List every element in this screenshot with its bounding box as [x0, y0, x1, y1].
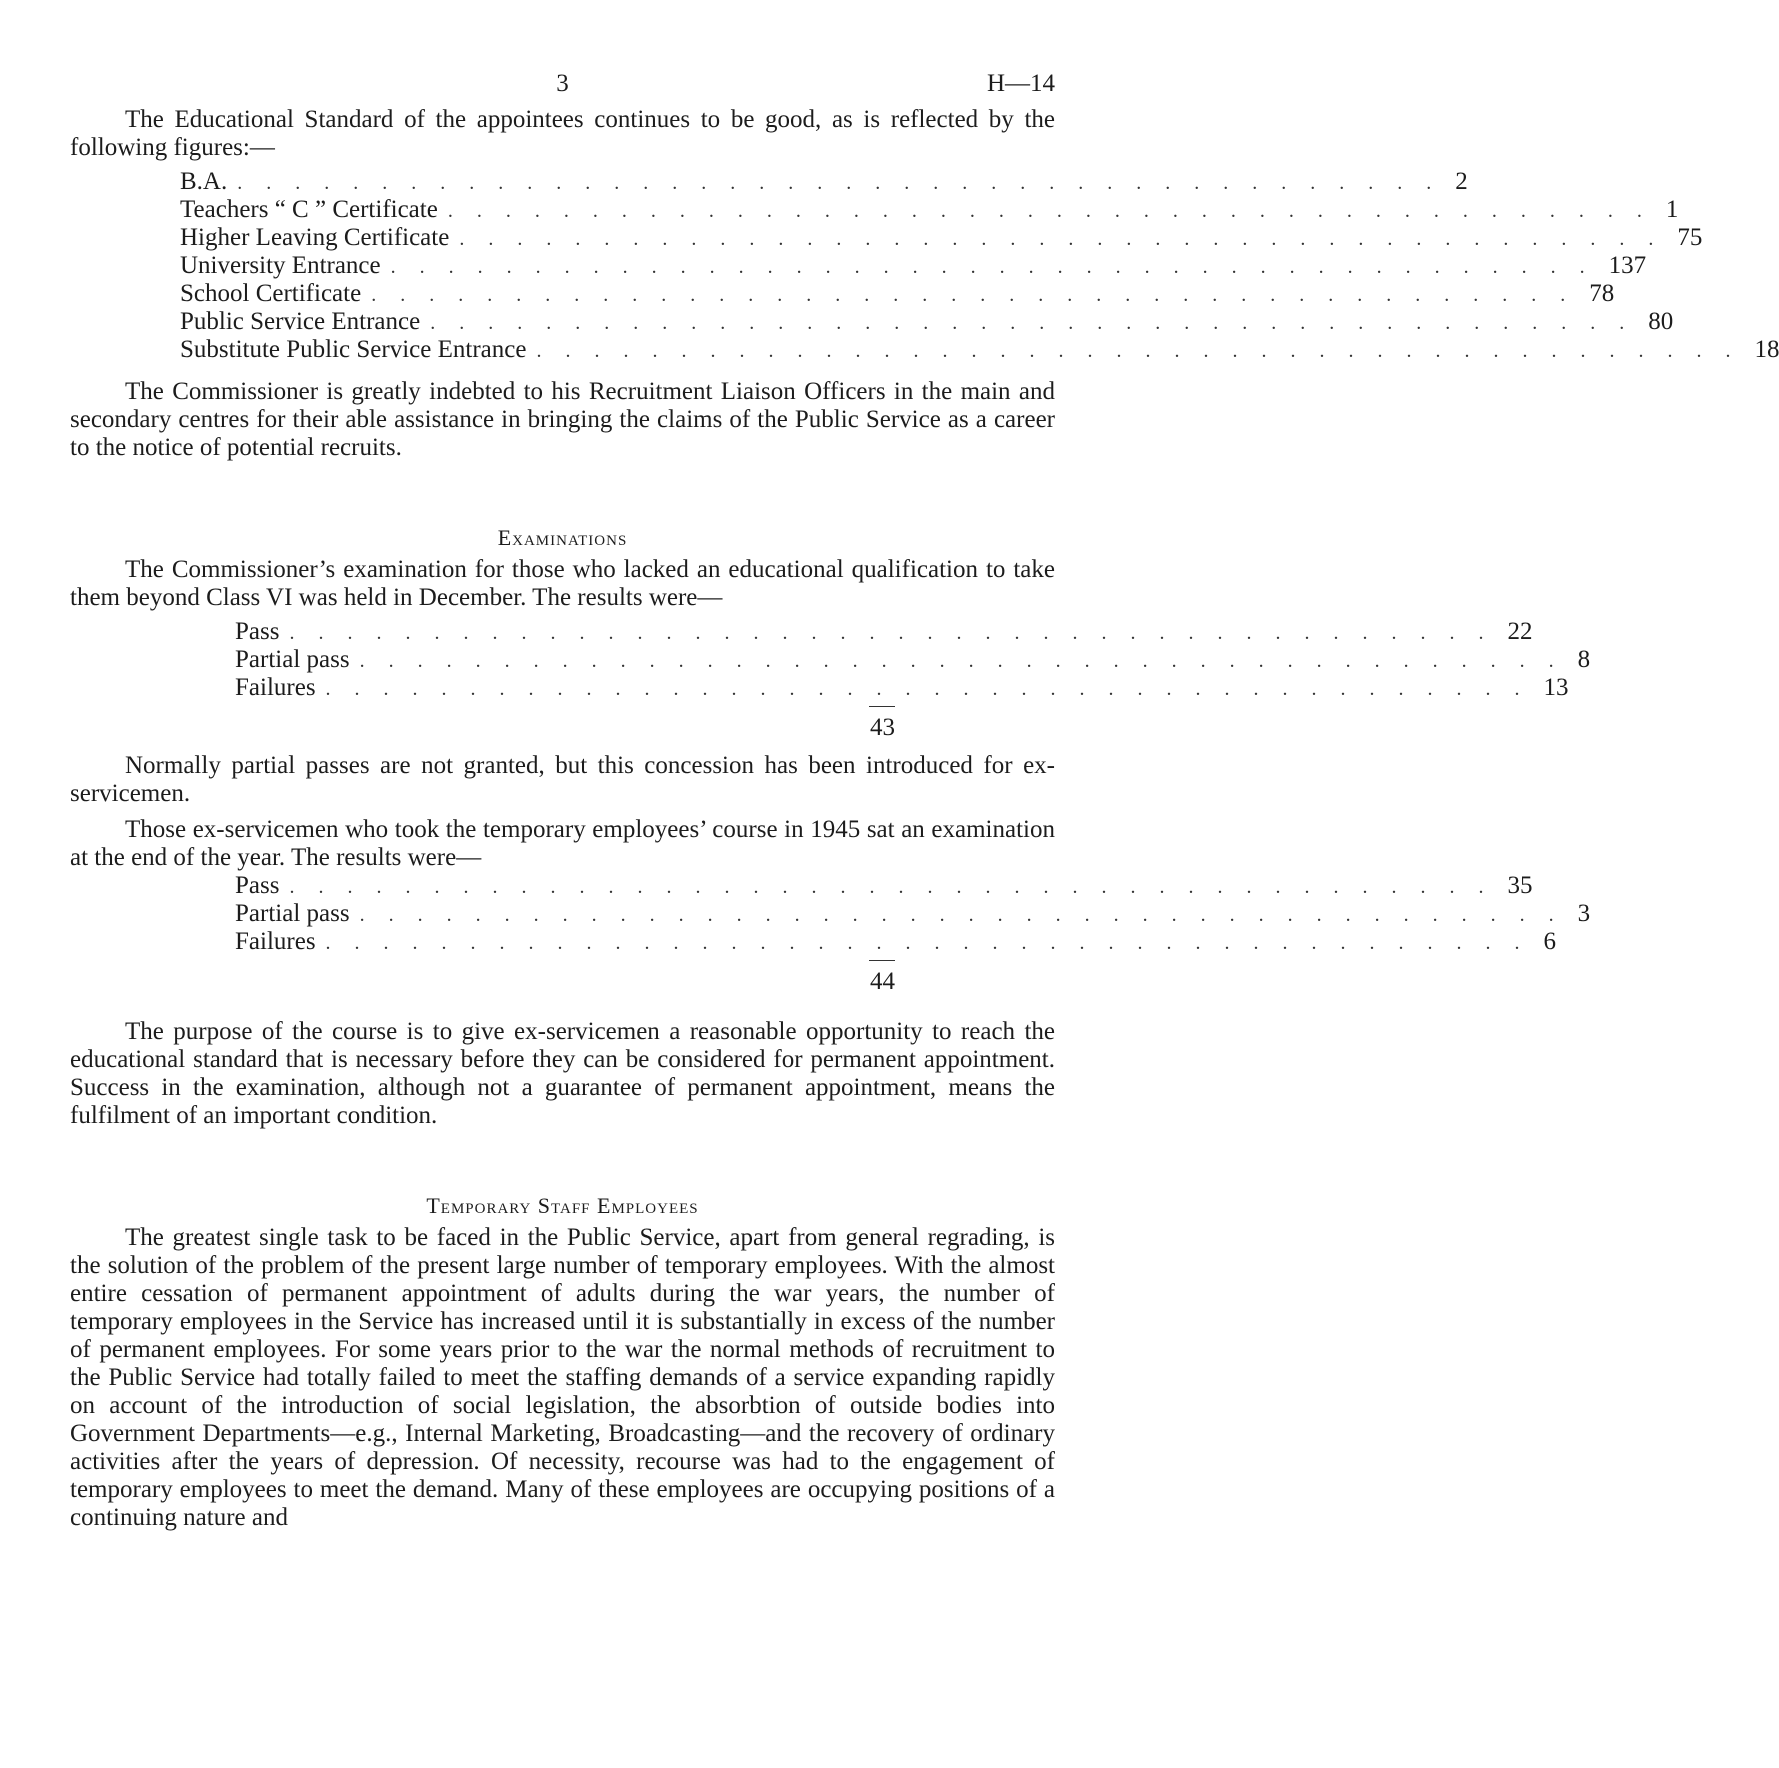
table-row [235, 674, 1569, 702]
row-value: 35 [1507, 872, 1533, 899]
row-value: 1 [1665, 196, 1679, 223]
dot-leader: .......................................... [325, 678, 1544, 700]
dot-leader: .......................................... [371, 284, 1590, 306]
dot-leader: .......................................... [359, 650, 1578, 672]
row-value: 75 [1677, 224, 1703, 251]
row-value: 6 [1543, 928, 1557, 955]
table-row [235, 618, 1533, 646]
row-label: Public Service Entrance [180, 308, 421, 335]
dot-leader: .......................................... [536, 340, 1755, 362]
table-row [235, 900, 1591, 928]
document-page [70, 70, 1779, 1532]
row-label: University Entrance [180, 252, 381, 279]
page-number: 3 [556, 70, 569, 97]
dot-leader: .......................................... [325, 932, 1544, 954]
exam-results-table [235, 618, 1591, 702]
row-value: 137 [1608, 252, 1647, 279]
table-row [180, 196, 1679, 224]
dot-leader: .......................................... [430, 312, 1649, 334]
table-row [180, 336, 1779, 364]
row-label: Higher Leaving Certificate [180, 224, 450, 251]
exam-total-block [235, 702, 895, 744]
row-value: 8 [1577, 646, 1591, 673]
temporary-staff-paragraph: The greatest single task to be faced in the Public Service, apart from general regrading, is the solution of the problem of the present large number of temporary employees. With the almost entire cessation of permanent appointment of adults during the war years, the number of temporary employees in the Service has increased until it is substantially in excess of the number of permanent employees. For some years prior to the war the normal methods of recruitment to the Public Service had totally failed to meet the staffing demands of a service expanding rapidly on account of the introduction of social legislation, the absorbtion of outside bodies into Government Departments—e.g., Internal Marketing, Broadcasting—and the recovery of ordinary activities after the years of depression. Of necessity, recourse was had to the engagement of temporary employees to meet the demand. Many of these employees are occupying positions of a continuing nature and [70, 1224, 1055, 1531]
table-row [235, 872, 1533, 900]
row-label: Pass [235, 618, 280, 645]
table-row [235, 646, 1591, 674]
row-value: 2 [1455, 168, 1468, 195]
section-title-examinations: Examinations [497, 525, 628, 550]
dot-leader: .......................................... [359, 904, 1578, 926]
dot-leader: .......................................... [237, 172, 1456, 194]
row-value: 80 [1648, 308, 1674, 335]
row-label: Failures [235, 674, 316, 701]
table-row [180, 280, 1615, 308]
intro-paragraph: The Educational Standard of the appointees continues to be good, as is reflected by the following figures:— [70, 106, 1055, 161]
row-value: 78 [1589, 280, 1615, 307]
row-value: 18 [1754, 336, 1779, 363]
table-row [180, 168, 1468, 196]
dot-leader: .......................................... [289, 876, 1508, 898]
examinations-intro: The Commissioner’s examination for those who lacked an educational qualification to take them beyond Class VI was held in December. The results were— [70, 556, 1055, 611]
course-purpose-paragraph: The purpose of the course is to give ex-servicemen a reasonable opportunity to reach the educational standard that is necessary before they can be considered for permanent appointment. Success in the examination, although not a guarantee of permanent appointment, means the fulfilment of an important condition. [70, 1018, 1055, 1129]
row-label: B.A. [180, 168, 228, 195]
qualifications-table [180, 168, 1779, 364]
course-results-table [235, 872, 1591, 956]
row-label: Pass [235, 872, 280, 899]
row-label: Partial pass [235, 900, 350, 927]
dot-leader: .......................................... [459, 228, 1678, 250]
course-intro: Those ex-servicemen who took the temporary employees’ course in 1945 sat an examination at the end of the year. The results were— [70, 816, 1055, 871]
row-label: Teachers “ C ” Certificate [180, 196, 438, 223]
row-label: Substitute Public Service Entrance [180, 336, 527, 363]
course-total: 44 [870, 968, 895, 995]
table-row [180, 252, 1647, 280]
row-value: 3 [1577, 900, 1591, 927]
row-label: Failures [235, 928, 316, 955]
partial-pass-note: Normally partial passes are not granted, but this concession has been introduced for ex-servicemen. [70, 752, 1055, 807]
table-row [180, 308, 1674, 336]
dot-leader: .......................................... [289, 622, 1508, 644]
dot-leader: .......................................... [390, 256, 1609, 278]
page-header [70, 70, 1055, 106]
row-label: Partial pass [235, 646, 350, 673]
total-rule [869, 960, 895, 961]
row-value: 13 [1543, 674, 1569, 701]
liaison-paragraph: The Commissioner is greatly indebted to his Recruitment Liaison Officers in the main and secondary centres for their able assistance in bringing the claims of the Public Service as a career to the notice of potential recruits. [70, 378, 1055, 461]
row-value: 22 [1507, 618, 1533, 645]
table-row [180, 224, 1703, 252]
section-title-temporary-staff: Temporary Staff Employees [426, 1193, 699, 1218]
dot-leader: .......................................... [447, 200, 1666, 222]
course-total-block [235, 956, 895, 998]
row-label: School Certificate [180, 280, 362, 307]
exam-total: 43 [870, 714, 895, 741]
total-rule [869, 706, 895, 707]
table-row [235, 928, 1557, 956]
document-reference: H—14 [986, 70, 1055, 97]
